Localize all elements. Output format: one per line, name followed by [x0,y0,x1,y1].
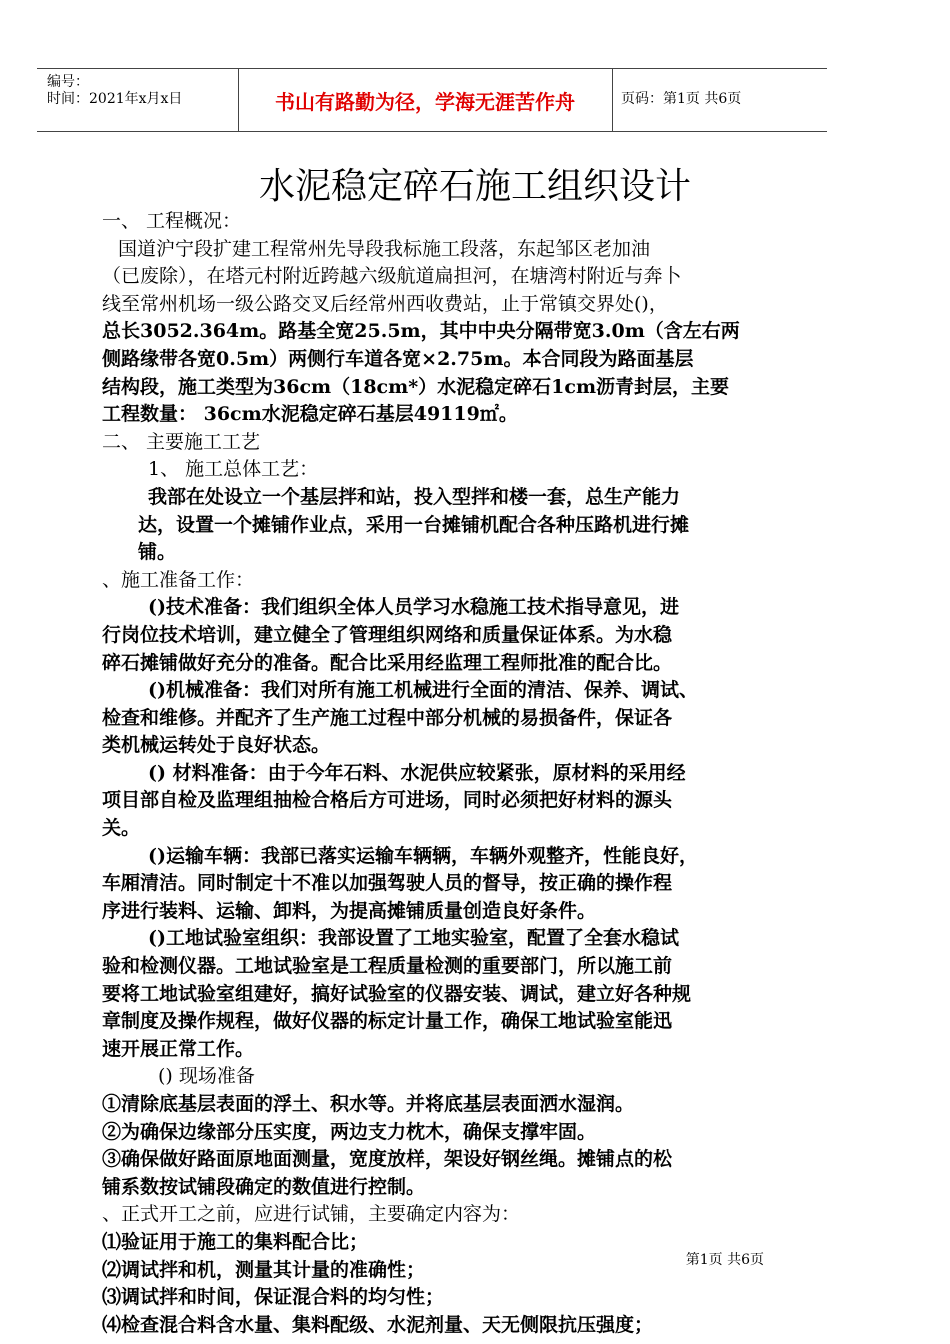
body-line: 一、 工程概况： [102,210,242,232]
body-line: ②为确保边缘部分压实度，两边支力枕木，确保支撑牢固。 [102,1120,597,1143]
body-line: 总长3052.364m。路基全宽25.5m，其中中央分隔带宽3.0m（含左右两 [102,320,740,343]
document-title: 水泥稳定碎石施工组织设计 [258,166,691,207]
body-line: 结构段，施工类型为36cm（18cm*）水泥稳定碎石1cm沥青封层，主要 [102,375,730,398]
body-line: 侧路缘带各宽0.5m）两侧行车道各宽×2.75m。本合同段为路面基层 [102,347,694,370]
body-line: 速开展正常工作。 [102,1037,255,1060]
body-line: 、施工准备工作： [102,568,255,591]
header-page-info: 页码：第1页 共6页 [621,91,742,107]
body-line: 检查和维修。并配齐了生产施工过程中部分机械的易损备件，保证各 [102,706,673,729]
body-line: 国道沪宁段扩建工程常州先导段我标施工段落，东起邹区老加油 [118,237,651,260]
body-line: 达，设置一个摊铺作业点，采用一台摊铺机配合各种压路机进行摊 [138,513,690,536]
body-line: 二、 主要施工工艺 [102,430,261,453]
document-body [102,208,774,1339]
body-line: ()工地试验室组织：我部设置了工地实验室，配置了全套水稳试 [148,927,679,950]
body-line: （已废除），在塔元村附近跨越六级航道扁担河，在塘湾村附近与奔卜 [102,265,682,288]
body-line: () 现场准备 [158,1065,255,1088]
body-line: 铺。 [138,541,177,564]
header-motto: 书山有路勤为径，学海无涯苦作舟 [275,89,575,114]
body-line: ⑶调试拌和时间，保证混合料的均匀性； [102,1286,445,1309]
time-label: 时间：2021年x月x日 [47,91,183,107]
body-line: ⑵调试拌和机，测量其计量的准确性； [102,1258,426,1281]
body-line: 我部在处设立一个基层拌和站，投入型拌和楼一套，总生产能力 [148,485,681,508]
body-line: ③确保做好路面原地面测量，宽度放样，架设好钢丝绳。摊铺点的松 [102,1148,673,1171]
footer-page-info: 第1页 共6页 [685,1252,764,1268]
body-line: 碎石摊铺做好充分的准备。配合比采用经监理工程师批准的配合比。 [102,651,673,674]
body-line: 线至常州机场一级公路交叉后经常州西收费站，止于常镇交界处()， [102,292,668,315]
body-line: 序进行装料、运输、卸料，为提高摊铺质量创造良好条件。 [102,899,597,922]
body-line: ()技术准备：我们组织全体人员学习水稳施工技术指导意见，进 [148,596,679,619]
body-line: 验和检测仪器。工地试验室是工程质量检测的重要部门，所以施工前 [102,955,673,978]
serial-label: 编号： [47,74,89,90]
body-line: 要将工地试验室组建好，搞好试验室的仪器安装、调试，建立好各种规 [102,982,692,1005]
body-line: 工程数量： 36cm水泥稳定碎石基层49119㎡。 [102,403,518,426]
body-line: ⑷检查混合料含水量、集料配级、水泥剂量、天无侧限抗压强度； [102,1313,654,1336]
body-line: 行岗位技术培训，建立健全了管理组织网络和质量保证体系。为水稳 [102,623,673,646]
header-divider [612,69,613,131]
body-line: 关。 [102,817,141,840]
body-line: 、正式开工之前，应进行试铺，主要确定内容为： [102,1203,521,1226]
body-line: ()运输车辆：我部已落实运输车辆辆，车辆外观整齐，性能良好， [148,844,698,867]
body-line: 铺系数按试铺段确定的数值进行控制。 [102,1175,426,1198]
body-line: ①清除底基层表面的浮土、积水等。并将底基层表面洒水湿润。 [102,1093,635,1115]
body-line: ()机械准备：我们对所有施工机械进行全面的清洁、保养、调试、 [148,679,698,702]
body-line: 类机械运转处于良好状态。 [102,734,331,757]
body-line: 项目部自检及监理组抽检合格后方可进场，同时必须把好材料的源头 [102,789,673,812]
body-line: () 材料准备：由于今年石料、水泥供应较紧张，原材料的采用经 [148,761,686,784]
body-line: ⑴验证用于施工的集料配合比； [102,1230,369,1253]
body-line: 章制度及操作规程，做好仪器的标定计量工作，确保工地试验室能迅 [102,1010,673,1033]
body-line: 车厢清洁。同时制定十不准以加强驾驶人员的督导，按正确的操作程 [102,872,673,895]
body-line: 1、 施工总体工艺： [148,458,319,481]
page-header [37,68,827,132]
